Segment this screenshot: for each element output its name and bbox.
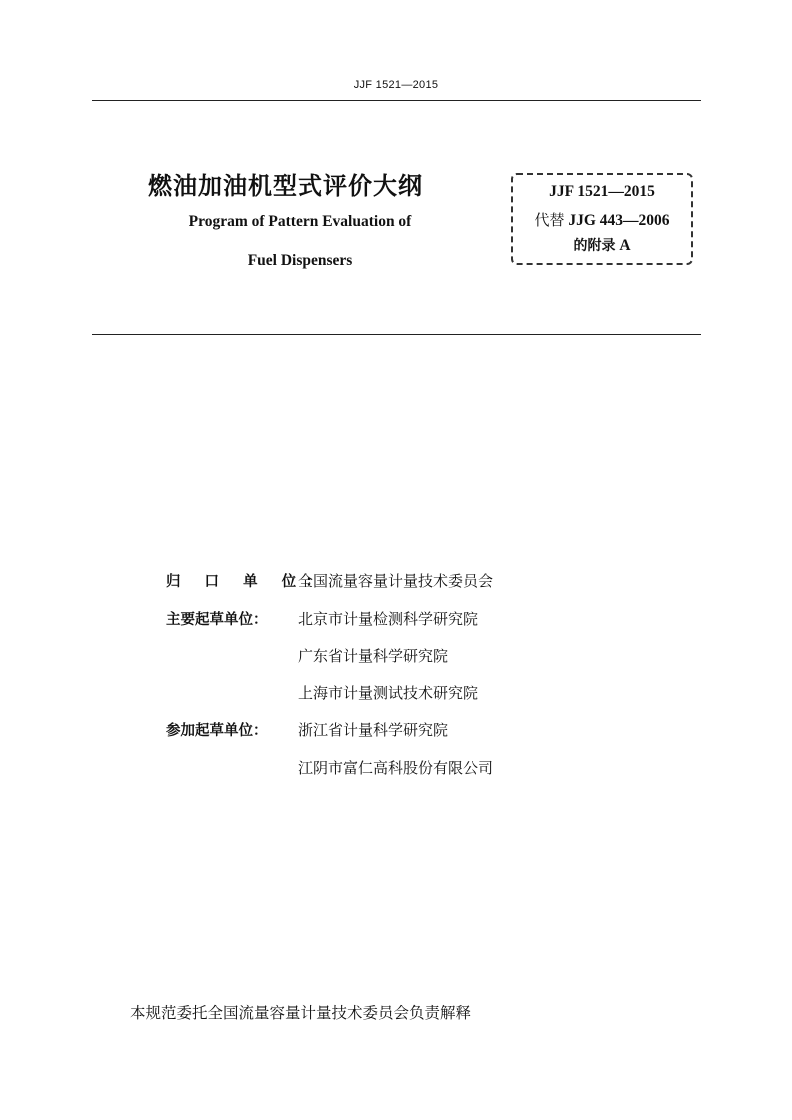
interpretation-note: 本规范委托全国流量容量计量技术委员会负责解释 — [130, 1004, 472, 1022]
org-value: 全国流量容量计量技术委员会 — [298, 572, 494, 590]
replaced-standard-code: JJG 443—2006 — [568, 212, 670, 229]
appendix-letter: A — [619, 237, 631, 254]
appendix-prefix: 的附录 — [573, 238, 616, 254]
org-value: 上海市计量测试技术研究院 — [298, 684, 479, 702]
org-label: 归 口 单 位： — [166, 574, 330, 590]
org-value: 北京市计量检测科学研究院 — [298, 610, 479, 628]
org-row-participating-drafter — [0, 719, 792, 743]
org-label: 主要起草单位： — [166, 612, 268, 628]
replaces-prefix: 代替 — [534, 211, 565, 229]
standard-code-box — [511, 173, 693, 265]
document-title-english-line2: Fuel Dispensers — [247, 252, 353, 269]
org-value: 浙江省计量科学研究院 — [298, 721, 449, 739]
document-title-chinese: 燃油加油机型式评价大纲 — [148, 172, 423, 200]
running-header: JJF 1521—2015 — [353, 79, 439, 91]
org-value: 广东省计量科学研究院 — [298, 647, 449, 665]
header-rule — [92, 100, 701, 101]
document-title-english-line1: Program of Pattern Evaluation of — [188, 213, 412, 230]
org-value: 江阴市富仁高科股份有限公司 — [298, 759, 494, 777]
org-row-main-drafter — [0, 645, 792, 669]
appendix-line — [513, 235, 691, 255]
org-row-main-drafter — [0, 682, 792, 706]
org-label: 参加起草单位： — [166, 723, 268, 739]
org-row-participating-drafter — [0, 757, 792, 781]
section-rule — [92, 334, 701, 335]
replaces-line — [513, 209, 691, 230]
standard-code: JJF 1521—2015 — [549, 183, 655, 200]
org-row-main-drafter — [0, 608, 792, 632]
org-row-responsible — [0, 570, 792, 594]
